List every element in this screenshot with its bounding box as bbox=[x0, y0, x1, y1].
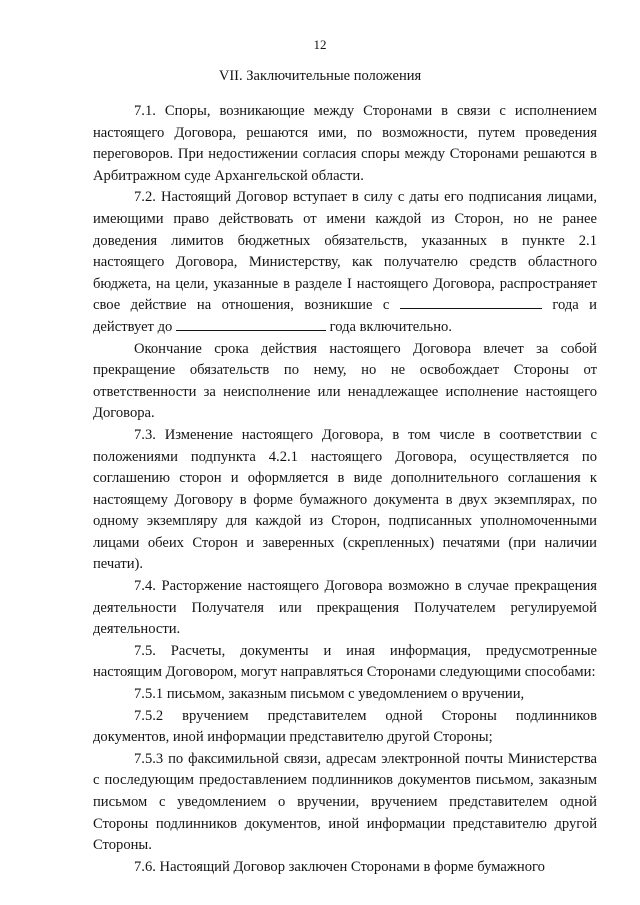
paragraph-7-2 bbox=[93, 187, 597, 338]
paragraph-7-5-1: 7.5.1 письмом, заказным письмом с уведомлением о вручении, bbox=[134, 686, 525, 703]
paragraph-7-2-text-a: 7.2. Настоящий Договор вступает в силу с даты его подписания лицами, имеющими право действовать от имени каждой из Сторон, но не ранее доведения лимитов бюджетных обязательств, указанных в пункте 2.1 настоящего Договора, Министерству, как получателю средств областного бюджета, на цели, указанные в разделе I настоящего Договора, распространяет свое действие на отношения, возникшие с bbox=[93, 189, 597, 314]
paragraph-7-2-text-c: года включительно. bbox=[329, 318, 452, 335]
date-start-blank bbox=[400, 296, 542, 309]
page-number: 12 bbox=[313, 37, 327, 52]
paragraph-7-2-text-b: года и действует до bbox=[93, 297, 597, 335]
paragraph-7-4: 7.4. Расторжение настоящего Договора возможно в случае прекращения деятельности Получателя или прекращения Получателем регулируемой деятельности. bbox=[93, 578, 597, 638]
section-title: VII. Заключительные положения bbox=[218, 68, 422, 84]
paragraph-7-5-3: 7.5.3 по факсимильной связи, адресам электронной почты Министерства с последующим предоставлением подлинников документов письмом, заказным письмом с уведомлением о вручении, вручением представителем одной Стороны подлинников документов, иной информации представителю другой Стороны. bbox=[93, 750, 597, 854]
date-end-blank bbox=[176, 318, 326, 331]
document-body bbox=[93, 101, 597, 878]
paragraph-term-end: Окончание срока действия настоящего Договора влечет за собой прекращение обязательств по нему, но не освобождает Стороны от ответственности за неисполнение или ненадлежащее исполнение настоящего Договора. bbox=[93, 340, 597, 422]
paragraph-7-5-2: 7.5.2 вручением представителем одной Стороны подлинников документов, иной информации представителю другой Стороны; bbox=[93, 707, 597, 746]
paragraph-7-5: 7.5. Расчеты, документы и иная информация, предусмотренные настоящим Договором, могут направляться Сторонами следующими способами: bbox=[93, 642, 597, 681]
paragraph-7-1: 7.1. Споры, возникающие между Сторонами в связи с исполнением настоящего Договора, решаются ими, по возможности, путем проведения переговоров. При недостижении согласия споры между Сторонами решаются в Арбитражном суде Архангельской области. bbox=[93, 103, 597, 184]
paragraph-7-3: 7.3. Изменение настоящего Договора, в том числе в соответствии с положениями подпункта 4.2.1 настоящего Договора, осуществляется по соглашению сторон и оформляется в виде дополнительного соглашения к настоящему Договору в форме бумажного документа в двух экземплярах, по одному экземпляру для каждой из Сторон, подписанных уполномоченными лицами обеих Сторон и заверенных (скрепленных) печатями (при наличии печати). bbox=[93, 426, 597, 573]
paragraph-7-6: 7.6. Настоящий Договор заключен Сторонами в форме бумажного bbox=[134, 858, 545, 875]
